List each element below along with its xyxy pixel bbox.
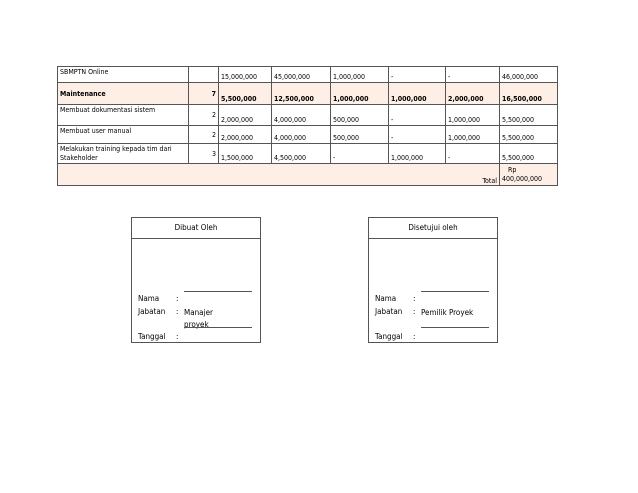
cost-cell: 45,000,000 <box>272 67 331 83</box>
table-row <box>58 83 558 105</box>
grand-total-value: 400,000,000 <box>502 174 543 183</box>
cost-table <box>57 66 558 186</box>
nama-label: Nama <box>138 294 160 303</box>
cost-cell: 1,000,000 <box>389 83 446 105</box>
jabatan-line <box>421 327 489 328</box>
task-name: Melakukan training kepada tim dari Stakeholder <box>58 144 189 164</box>
cost-cell: 500,000 <box>331 105 389 126</box>
nama-line <box>421 291 489 292</box>
row-total-cell: 16,500,000 <box>500 83 558 105</box>
task-name: Membuat user manual <box>58 126 189 144</box>
table-row <box>58 67 558 83</box>
row-total-cell: 5,500,000 <box>500 144 558 164</box>
cost-cell: 1,000,000 <box>389 144 446 164</box>
cost-cell: 1,000,000 <box>331 83 389 105</box>
cost-cell: 1,000,000 <box>446 126 500 144</box>
jabatan-value: Pemilik Proyek <box>421 308 474 317</box>
jabatan-label: Jabatan <box>375 307 403 316</box>
signature-title: Disetujui oleh <box>369 218 497 239</box>
task-days: 2 <box>189 105 219 126</box>
cost-cell: 500,000 <box>331 126 389 144</box>
cost-cell: - <box>389 67 446 83</box>
colon: : <box>176 294 179 303</box>
task-days: 3 <box>189 144 219 164</box>
cost-cell: - <box>446 144 500 164</box>
table-row <box>58 126 558 144</box>
nama-label: Nama <box>375 294 397 303</box>
signature-box-prepared <box>131 217 261 343</box>
cost-cell: 1,000,000 <box>331 67 389 83</box>
total-row <box>58 164 558 186</box>
signature-title: Dibuat Oleh <box>132 218 260 239</box>
cost-cell: 1,000,000 <box>446 105 500 126</box>
cost-cell: - <box>331 144 389 164</box>
task-days: 7 <box>189 83 219 105</box>
task-name: Membuat dokumentasi sistem <box>58 105 189 126</box>
tanggal-label: Tanggal <box>138 332 166 341</box>
jabatan-value-line1: Manajer <box>184 308 213 317</box>
grand-total <box>500 164 558 186</box>
cost-cell: 5,500,000 <box>219 83 272 105</box>
table-row <box>58 105 558 126</box>
tanggal-label: Tanggal <box>375 332 403 341</box>
signature-box-approved <box>368 217 498 343</box>
cost-cell: 2,000,000 <box>219 126 272 144</box>
row-total-cell: 5,500,000 <box>500 126 558 144</box>
jabatan-value-line2: proyek <box>184 320 209 329</box>
task-days <box>189 67 219 83</box>
cost-cell: 4,000,000 <box>272 105 331 126</box>
cost-cell: 4,000,000 <box>272 126 331 144</box>
row-total-cell: 46,000,000 <box>500 67 558 83</box>
colon: : <box>413 307 416 316</box>
currency-label: Rp <box>508 165 517 174</box>
task-name: SBMPTN Online <box>58 67 189 83</box>
cost-cell: - <box>389 105 446 126</box>
cost-cell: 1,500,000 <box>219 144 272 164</box>
colon: : <box>176 332 179 341</box>
task-days: 2 <box>189 126 219 144</box>
table-row <box>58 144 558 164</box>
colon: : <box>413 332 416 341</box>
task-name: Maintenance <box>58 83 189 105</box>
nama-line <box>184 291 252 292</box>
jabatan-label: Jabatan <box>138 307 166 316</box>
colon: : <box>413 294 416 303</box>
jabatan-line <box>184 327 252 328</box>
cost-cell: 12,500,000 <box>272 83 331 105</box>
cost-cell: 4,500,000 <box>272 144 331 164</box>
cost-cell: - <box>389 126 446 144</box>
cost-cell: - <box>446 67 500 83</box>
cost-cell: 2,000,000 <box>219 105 272 126</box>
total-label: Total <box>58 164 500 186</box>
colon: : <box>176 307 179 316</box>
cost-cell: 2,000,000 <box>446 83 500 105</box>
row-total-cell: 5,500,000 <box>500 105 558 126</box>
cost-cell: 15,000,000 <box>219 67 272 83</box>
